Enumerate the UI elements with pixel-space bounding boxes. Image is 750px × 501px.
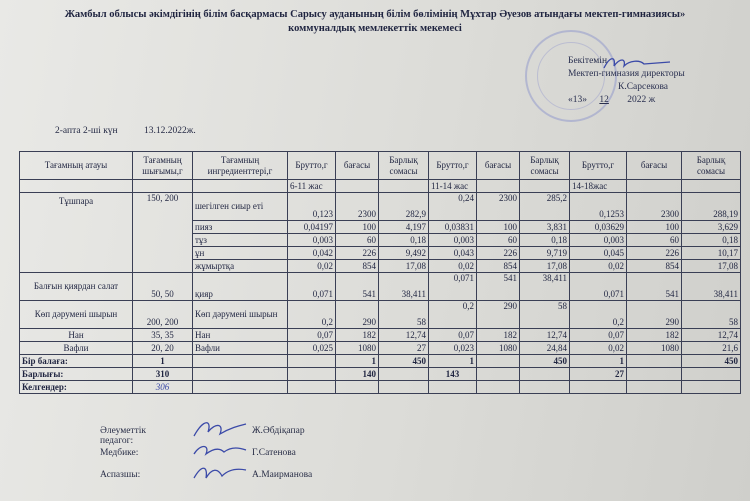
signature-icon: [190, 460, 250, 486]
table-row-salad: [20, 273, 741, 301]
total-c3: 27: [570, 368, 627, 381]
price-3-cell: 60: [627, 234, 682, 247]
dish-name-juice: Көп дәрумені шырын: [20, 301, 133, 329]
price-2-cell: 182: [477, 329, 520, 342]
brutto-1-cell: 0,025: [288, 342, 336, 355]
brutto-2-cell: 0,02: [429, 260, 477, 273]
price-2-cell: 854: [477, 260, 520, 273]
signature-role: Медбике:: [100, 448, 139, 458]
approval-date-day: «13»: [568, 95, 587, 105]
dish-name-waffle: Вафли: [20, 342, 133, 355]
per-child-count: 1: [133, 355, 193, 368]
total-1-cell: 58: [379, 301, 429, 329]
header-price-1: бағасы: [336, 152, 379, 180]
per-child-v2: 1: [429, 355, 477, 368]
brutto-1-cell: 0,003: [288, 234, 336, 247]
price-1-cell: 182: [336, 329, 379, 342]
brutto-3-cell: 0,071: [570, 273, 627, 301]
brutto-1-cell: 0,2: [288, 301, 336, 329]
header-total-1: Барлық сомасы: [379, 152, 429, 180]
brutto-2-cell: 0,003: [429, 234, 477, 247]
price-1-cell: 226: [336, 247, 379, 260]
total-2-cell: 0,18: [520, 234, 570, 247]
total-3-cell: 3,629: [682, 221, 741, 234]
total-3-cell: 17,08: [682, 260, 741, 273]
price-2-cell: 60: [477, 234, 520, 247]
header-price-3: бағасы: [627, 152, 682, 180]
brutto-2-cell: 0,023: [429, 342, 477, 355]
dish-name-salad: Балғын қиярдан салат: [20, 273, 133, 301]
price-1-cell: 1080: [336, 342, 379, 355]
approval-position: Мектеп-гимназия директоры: [568, 69, 685, 79]
brutto-2-cell: 0,07: [429, 329, 477, 342]
per-child-s2: 450: [520, 355, 570, 368]
table-row-juice: [20, 301, 741, 329]
total-2-cell: 3,831: [520, 221, 570, 234]
brutto-2-cell: 0,2: [429, 301, 477, 329]
signature-name: А.Маирманова: [252, 470, 313, 480]
age-group-row: [20, 180, 741, 193]
price-3-cell: 1080: [627, 342, 682, 355]
price-3-cell: 854: [627, 260, 682, 273]
total-count: 310: [133, 368, 193, 381]
brutto-3-cell: 0,07: [570, 329, 627, 342]
brutto-1-cell: 0,042: [288, 247, 336, 260]
price-1-cell: 60: [336, 234, 379, 247]
dish-output-tushpara: 150, 200: [133, 193, 193, 273]
total-1-cell: 0,18: [379, 234, 429, 247]
header-ingredient: Тағамның ингредиенттері,г: [193, 152, 288, 180]
ingredient-cell: Вафли: [193, 342, 288, 355]
total-3-cell: 21,6: [682, 342, 741, 355]
table-row-waffle: [20, 342, 741, 355]
brutto-1-cell: 0,071: [288, 273, 336, 301]
age-group-2: 11-14 жас: [429, 180, 477, 193]
ingredient-cell: Көп дәрумені шырын: [193, 301, 288, 329]
total-1-cell: 9,492: [379, 247, 429, 260]
dish-output-salad: 50, 50: [133, 273, 193, 301]
approval-date-year: 2022 ж: [627, 95, 656, 105]
total-2-cell: 17,08: [520, 260, 570, 273]
brutto-2-cell: 0,043: [429, 247, 477, 260]
header-line-1: Жамбыл облысы әкімдігінің білім басқармасы Сарысу ауданының білім бөлімінің Мұхтар Әуезов атындағы мектеп-гимназиясы»: [64, 9, 686, 20]
ingredient-cell: пияз: [193, 221, 288, 234]
total-3-cell: 288,19: [682, 193, 741, 221]
per-child-s1: 450: [379, 355, 429, 368]
total-label: Барлығы:: [20, 368, 133, 381]
header-total-3: Барлық сомасы: [682, 152, 741, 180]
approval-date: [568, 94, 738, 107]
ingredient-cell: жұмыртқа: [193, 260, 288, 273]
per-child-label: Бір балаға:: [20, 355, 133, 368]
total-1-cell: 38,411: [379, 273, 429, 301]
brutto-3-cell: 0,045: [570, 247, 627, 260]
director-signature-icon: [600, 52, 680, 74]
per-child-v3: 1: [570, 355, 627, 368]
price-2-cell: 290: [477, 301, 520, 329]
total-3-cell: 58: [682, 301, 741, 329]
arrived-row: [20, 381, 741, 394]
dish-name-tushpara: Тұшпара: [20, 193, 133, 273]
dish-output-juice: 200, 200: [133, 301, 193, 329]
ingredient-cell: шегілген сиыр еті: [193, 193, 288, 221]
total-2-cell: 58: [520, 301, 570, 329]
header-brutto-2: Брутто,г: [429, 152, 477, 180]
price-1-cell: 541: [336, 273, 379, 301]
total-3-cell: 12,74: [682, 329, 741, 342]
price-2-cell: 2300: [477, 193, 520, 221]
header-brutto-3: Брутто,г: [570, 152, 627, 180]
ingredient-cell: қияр: [193, 273, 288, 301]
brutto-3-cell: 0,02: [570, 342, 627, 355]
table-row-bread: [20, 329, 741, 342]
brutto-1-cell: 0,04197: [288, 221, 336, 234]
total-2-cell: 285,2: [520, 193, 570, 221]
total-1-cell: 282,9: [379, 193, 429, 221]
brutto-1-cell: 0,02: [288, 260, 336, 273]
brutto-1-cell: 0,07: [288, 329, 336, 342]
price-2-cell: 1080: [477, 342, 520, 355]
header-total-2: Барлық сомасы: [520, 152, 570, 180]
signature-role: Әлеуметтік педагог:: [100, 426, 146, 446]
total-1-cell: 27: [379, 342, 429, 355]
total-2-cell: 24,84: [520, 342, 570, 355]
total-2-cell: 38,411: [520, 273, 570, 301]
age-group-1: 6-11 жас: [288, 180, 336, 193]
approval-date-month: 12: [599, 95, 609, 105]
price-1-cell: 100: [336, 221, 379, 234]
brutto-2-cell: 0,03831: [429, 221, 477, 234]
ingredient-cell: ұн: [193, 247, 288, 260]
arrived-label: Келгендер:: [20, 381, 133, 394]
week-day-label: 2-апта 2-ші күн: [55, 126, 118, 136]
brutto-3-cell: 0,003: [570, 234, 627, 247]
dish-output-waffle: 20, 20: [133, 342, 193, 355]
price-3-cell: 2300: [627, 193, 682, 221]
header-dish: Тағамның атауы: [20, 152, 133, 180]
brutto-3-cell: 0,02: [570, 260, 627, 273]
signature-name: Г.Сатенова: [252, 448, 296, 458]
brutto-3-cell: 0,2: [570, 301, 627, 329]
price-3-cell: 541: [627, 273, 682, 301]
dish-name-bread: Нан: [20, 329, 133, 342]
total-1-cell: 17,08: [379, 260, 429, 273]
total-row: [20, 368, 741, 381]
age-group-3: 14-18жас: [570, 180, 627, 193]
total-c1: 140: [336, 368, 379, 381]
brutto-3-cell: 0,1253: [570, 193, 627, 221]
price-3-cell: 290: [627, 301, 682, 329]
total-2-cell: 9,719: [520, 247, 570, 260]
menu-meta: [55, 126, 196, 136]
total-c2: 143: [429, 368, 477, 381]
signature-role: Аспазшы:: [100, 470, 141, 480]
table-row: [20, 193, 741, 221]
price-1-cell: 2300: [336, 193, 379, 221]
menu-date: 13.12.2022ж.: [144, 126, 196, 136]
total-1-cell: 4,197: [379, 221, 429, 234]
brutto-2-cell: 0,24: [429, 193, 477, 221]
brutto-2-cell: 0,071: [429, 273, 477, 301]
total-3-cell: 10,17: [682, 247, 741, 260]
arrived-count: 306: [133, 381, 193, 394]
dish-output-bread: 35, 35: [133, 329, 193, 342]
approval-name: К.Сарсекова: [618, 82, 669, 92]
total-3-cell: 0,18: [682, 234, 741, 247]
price-2-cell: 100: [477, 221, 520, 234]
per-child-s3: 450: [682, 355, 741, 368]
per-child-row: [20, 355, 741, 368]
ingredient-cell: Нан: [193, 329, 288, 342]
price-1-cell: 290: [336, 301, 379, 329]
price-1-cell: 854: [336, 260, 379, 273]
per-child-v1: 1: [336, 355, 379, 368]
total-2-cell: 12,74: [520, 329, 570, 342]
document-header: [30, 8, 720, 36]
header-brutto-1: Брутто,г: [288, 152, 336, 180]
price-3-cell: 226: [627, 247, 682, 260]
brutto-3-cell: 0,03629: [570, 221, 627, 234]
ingredient-cell: тұз: [193, 234, 288, 247]
menu-table: [19, 151, 741, 394]
total-1-cell: 12,74: [379, 329, 429, 342]
price-3-cell: 182: [627, 329, 682, 342]
signature-name: Ж.Әбдіқапар: [252, 426, 305, 436]
price-2-cell: 226: [477, 247, 520, 260]
brutto-1-cell: 0,123: [288, 193, 336, 221]
price-3-cell: 100: [627, 221, 682, 234]
price-2-cell: 541: [477, 273, 520, 301]
table-header-row: [20, 152, 741, 180]
approval-title: Бекітемін: [568, 56, 608, 66]
total-3-cell: 38,411: [682, 273, 741, 301]
header-output: Тағамның шығымы,г: [133, 152, 193, 180]
header-price-2: бағасы: [477, 152, 520, 180]
header-line-2: коммуналдық мемлекеттік мекемесі: [288, 23, 462, 34]
